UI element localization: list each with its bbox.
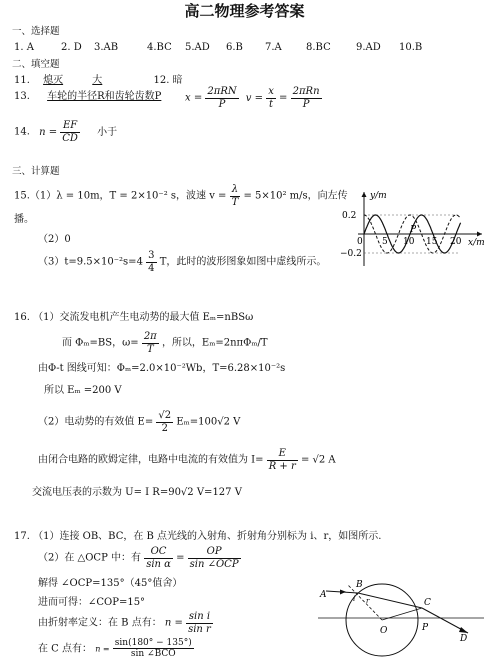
q13-v-label: v = [245, 92, 264, 104]
section-heading-choice: 一、选择题 [12, 26, 60, 37]
q16-line3: 由Φ-t 图线可知：Φₘ=2.0×10⁻²Wb，T=6.28×10⁻²s [38, 363, 286, 374]
label-i: i [353, 595, 356, 603]
x-tick-0: 0 [357, 237, 363, 247]
q13-v-fraction: $\frac{x}{t}$ [268, 86, 274, 110]
x-tick-5: 5 [382, 237, 388, 247]
optics-diagram [318, 575, 486, 661]
y-tick-upper: 0.2 [342, 211, 357, 221]
answer-2: 2. D [61, 42, 82, 53]
page-title: 高二物理参考答案 [184, 2, 305, 20]
q17-sine-fraction-2: $\frac{OP}{\text{sin ∠OCP}}$ [189, 546, 239, 570]
q17-line5: 由折射率定义：在 B 点有： n = $\frac{\text{sin i}}{\text{sin r}}$ [38, 611, 211, 635]
q16-omega-fraction: $\frac{2\pi}{T}$ [143, 331, 157, 355]
q13-answer-text: 车轮的半径R和齿轮齿数P [47, 91, 162, 102]
q17-sine-fraction-1: $\frac{OC}{\text{sin α}}$ [146, 546, 171, 570]
x-tick-10: 10 [403, 237, 415, 247]
wave-graph [340, 188, 486, 268]
q14-fraction: $\frac{EF}{CD}$ [62, 120, 78, 144]
answer-3: 3.AB [94, 42, 119, 53]
q13-number: 13. [14, 91, 30, 102]
q17-line4: 进而可得：∠COP=15° [38, 597, 146, 608]
q13 [14, 91, 161, 103]
q17-index-fraction-b: $\frac{\text{sin i}}{\text{sin r}}$ [188, 611, 211, 635]
y-tick-lower: −0.2 [340, 249, 362, 259]
label-p: P [422, 623, 429, 633]
q17-index-fraction-c: $\frac{\sin(180^\circ - 135^\circ)}{\text{sin ∠BCO}}$ [114, 638, 192, 660]
q15-mixed-fraction: $\frac{3}{4}$ [148, 250, 155, 274]
q14: 14. n = $\frac{EF}{CD}$ 小于 [14, 120, 118, 144]
y-axis-label: y/m [370, 191, 387, 201]
q13-x-fraction: $\frac{\text{2πRN}}{P}$ [207, 86, 237, 110]
x-tick-20: 20 [450, 237, 462, 247]
answer-8: 8.BC [306, 42, 331, 53]
q16-line5: （2）电动势的有效值 E= $\frac{√2}{2}$ Eₘ=100√2 V [38, 410, 241, 434]
q15-line1-cont: 播。 [14, 214, 34, 225]
q16-line2: 而 Φₘ=BS，ω= $\frac{2\pi}{T}$ ，所以，Eₘ=2nπΦₘ/T [62, 331, 268, 355]
answer-1: 1. A [14, 42, 34, 53]
x-tick-15: 15 [426, 237, 438, 247]
section-heading-fill: 二、填空题 [12, 59, 60, 70]
label-d: D [460, 634, 468, 644]
q11-answer-a: 熄灭 [43, 75, 64, 86]
point-p-label: P [410, 225, 417, 235]
label-r: r [366, 597, 370, 605]
q15-line3: （3）t=9.5×10⁻²s=4 $\frac{3}{4}$ T，此时的波形图象如图中虚线所示。 [38, 250, 327, 274]
answer-4: 4.BC [147, 42, 172, 53]
q13-v2-fraction: $\frac{\text{2πRn}}{P}$ [292, 86, 320, 110]
label-c: C [424, 598, 431, 608]
incident-arrow [340, 590, 346, 595]
answer-6: 6.B [226, 42, 243, 53]
label-a: A [320, 590, 327, 600]
q11 [14, 75, 183, 87]
section-heading-calc: 三、计算题 [12, 166, 60, 177]
q15-line1: 15.（1）λ = 10m，T = 2×10⁻² s，波速 v = $\frac{\lambda}{T}$ = 5×10² m/s，向左传 [14, 184, 348, 208]
x-axis-label: x/m [468, 238, 485, 248]
q13-formulas: x = $\frac{\text{2πRN}}{P}$ v = $\frac{x}{t}$ = $\frac{\text{2πRn}}{P}$ [185, 86, 320, 110]
x-axis-arrow [477, 232, 482, 237]
answer-5: 5.AD [185, 42, 210, 53]
exit-arrow [459, 627, 468, 633]
q17-line3: 解得 ∠OCP=135°（45°值舍） [38, 578, 183, 589]
q16-current-fraction: $\frac{E}{R + r}$ [268, 448, 296, 472]
q16-line6: 由闭合电路的欧姆定律，电路中电流的有效值为 I= $\frac{E}{R + r}$ = √2 A [38, 448, 336, 472]
q17-line2: （2）在 △OCP 中：有 $\frac{OC}{\text{sin α}}$ = $\frac{OP}{\text{sin ∠OCP}}$ [38, 546, 239, 570]
q16-line7: 交流电压表的示数为 U= I R=90√2 V=127 V [32, 487, 242, 498]
q17-line1: 17. （1）连接 OB、BC，在 B 点光线的入射角、折射角分别标为 i、r，如图所示. [14, 531, 382, 542]
q12-answer: 12. 暗 [153, 75, 183, 86]
answer-9: 9.AD [356, 42, 381, 53]
q13-x-label: x = [185, 92, 203, 104]
q16-rms-fraction: $\frac{√2}{2}$ [158, 410, 172, 434]
q17-line6: 在 C 点有： n = $\frac{\sin(180^\circ - 135^\circ)}{\text{sin ∠BCO}}$ [38, 638, 192, 660]
q11-number: 11. [14, 75, 30, 86]
answer-10: 10.B [399, 42, 423, 53]
q14-answer: 小于 [97, 126, 118, 138]
label-b: B [356, 580, 363, 590]
answer-7: 7.A [265, 42, 282, 53]
q15-line2: （2）0 [38, 234, 71, 245]
q16-line4: 所以 Eₘ =200 V [44, 385, 122, 396]
q15-fraction: $\frac{\lambda}{T}$ [231, 184, 239, 208]
y-axis-arrow [362, 192, 367, 197]
label-o: O [380, 626, 388, 636]
q14-number: 14. [14, 126, 30, 138]
q16-line1: 16. （1）交流发电机产生电动势的最大值 Eₘ=nBSω [14, 312, 254, 323]
q11-answer-b: 大 [92, 75, 103, 86]
